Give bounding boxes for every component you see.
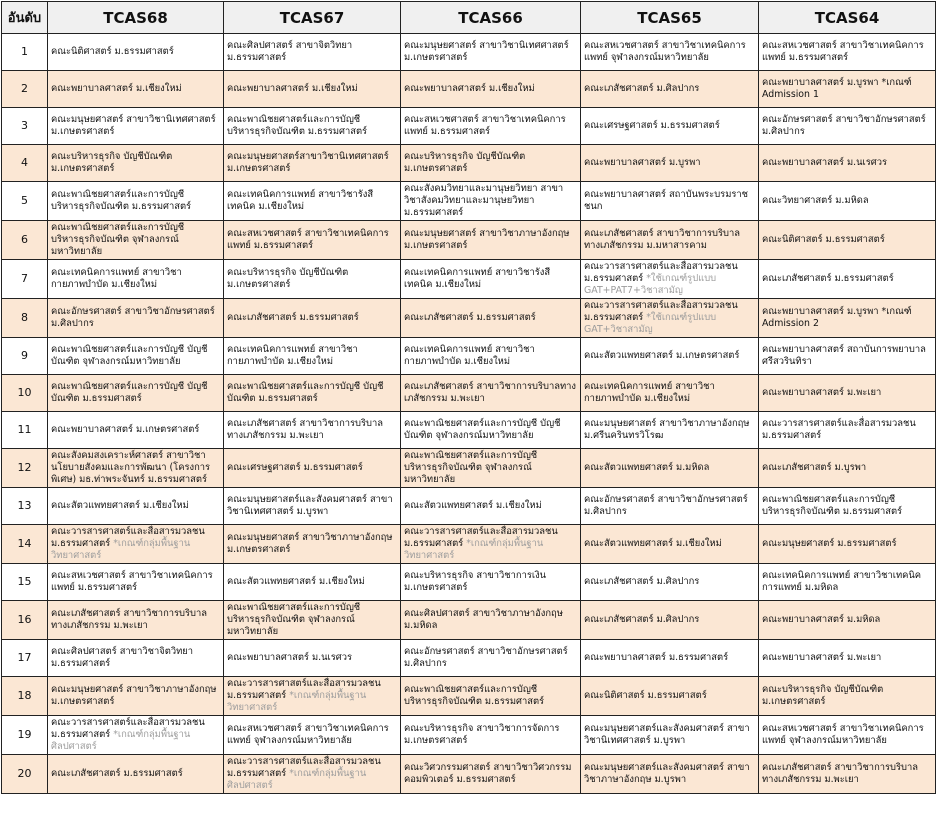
cell-tcas64 [759,755,936,794]
program-name: คณะมนุษยศาสตร์ สาขาวิชาภาษาอังกฤษ ม.เกษตรศาสตร์ [227,532,393,555]
rank-cell: 12 [2,449,48,488]
program-name: คณะอักษรศาสตร์ สาขาวิชาอักษรศาสตร์ ม.ศิลปากร [584,494,748,517]
program-name: คณะสหเวชศาสตร์ สาขาวิชาเทคนิคการแพทย์ จุฬาลงกรณ์มหาวิทยาลัย [227,723,389,746]
cell-tcas65 [581,449,759,488]
program-name: คณะบริหารธุรกิจ บัญชีบัณฑิต ม.เกษตรศาสตร์ [227,267,349,290]
cell-tcas67 [224,488,401,525]
cell-tcas65 [581,299,759,338]
cell-tcas68 [48,601,224,640]
cell-tcas66 [401,564,581,601]
program-name: คณะเทคนิคการแพทย์ สาขาวิชากายภาพบำบัด ม.เชียงใหม่ [51,267,182,290]
program-name: คณะมนุษยศาสตร์และสังคมศาสตร์ สาขาวิชานิเทศศาสตร์ ม.บูรพา [584,723,750,746]
program-name: คณะอักษรศาสตร์ สาขาวิชาอักษรศาสตร์ ม.ศิลปากร [51,306,215,329]
rank-cell: 15 [2,564,48,601]
table-row [2,601,936,640]
cell-tcas65 [581,338,759,375]
program-name: คณะเภสัชศาสตร์ ม.ธรรมศาสตร์ [227,312,359,323]
table-row [2,221,936,260]
cell-tcas66 [401,488,581,525]
program-name: คณะพยาบาลศาสตร์ สถาบันการพยาบาลศรีสวรินทิรา [762,344,926,367]
program-name: คณะสังคมสงเคราะห์ศาสตร์ สาขาวิชานโยบายสังคมและการพัฒนา (โครงการพิเศษ) มธ.ท่าพระจันทร์ ม.ธรรมศาสตร์ [51,450,211,485]
cell-tcas65 [581,525,759,564]
criteria-note: *เกณฑ์กลุ่มพื้นฐานวิทยาศาสตร์ [404,538,544,561]
program-name: คณะพาณิชยศาสตร์และการบัญชี บริหารธุรกิจบัณฑิต ม.ธรรมศาสตร์ [404,684,545,707]
program-name: คณะอักษรศาสตร์ สาขาวิชาอักษรศาสตร์ ม.ศิลปากร [762,114,926,137]
program-name: คณะเภสัชศาสตร์ ม.ธรรมศาสตร์ [762,273,894,284]
cell-tcas67 [224,260,401,299]
cell-tcas64 [759,716,936,755]
cell-tcas67 [224,601,401,640]
cell-tcas66 [401,182,581,221]
program-name: คณะเศรษฐศาสตร์ ม.ธรรมศาสตร์ [227,462,363,473]
cell-tcas66 [401,108,581,145]
program-name: คณะเภสัชศาสตร์ ม.บูรพา [762,462,867,473]
rank-cell: 4 [2,145,48,182]
program-name: คณะพยาบาลศาสตร์ ม.บูรพา *เกณฑ์ Admission 1 [762,77,912,100]
table-row [2,71,936,108]
rank-cell: 5 [2,182,48,221]
program-name: คณะมนุษยศาสตร์และสังคมศาสตร์ สาขาวิชาภาษาอังกฤษ ม.บูรพา [584,762,750,785]
cell-tcas67 [224,449,401,488]
program-name: คณะเภสัชศาสตร์ สาขาวิชาการบริบาลทางเภสัชกรรม ม.พะเยา [404,381,577,404]
program-name: คณะพยาบาลศาสตร์ ม.เชียงใหม่ [227,83,358,94]
cell-tcas65 [581,221,759,260]
program-name: คณะสัตวแพทยศาสตร์ ม.เชียงใหม่ [51,500,189,511]
cell-tcas66 [401,525,581,564]
cell-tcas67 [224,182,401,221]
rank-cell: 13 [2,488,48,525]
program-name: คณะศิลปศาสตร์ สาขาวิชาภาษาอังกฤษ ม.มหิดล [404,608,563,631]
rank-cell: 3 [2,108,48,145]
program-name: คณะสหเวชศาสตร์ สาขาวิชาเทคนิคการแพทย์ ม.ธรรมศาสตร์ [227,228,389,251]
program-name: คณะพาณิชยศาสตร์และการบัญชี บริหารธุรกิจบัณฑิต ม.ธรรมศาสตร์ [51,189,192,212]
program-name: คณะวารสารศาสตร์และสื่อสารมวลชน ม.ธรรมศาสตร์ [227,678,381,701]
cell-tcas66 [401,299,581,338]
cell-tcas64 [759,108,936,145]
cell-tcas67 [224,640,401,677]
table-row [2,449,936,488]
program-name: คณะเภสัชศาสตร์ ม.ศิลปากร [584,614,700,625]
cell-tcas66 [401,34,581,71]
header-tcas65: TCAS65 [581,2,759,34]
criteria-note: *เกณฑ์กลุ่มพื้นฐานศิลปศาสตร์ [51,729,191,752]
rank-cell: 20 [2,755,48,794]
program-name: คณะพาณิชยศาสตร์และการบัญชี บริหารธุรกิจบัณฑิต ม.ธรรมศาสตร์ [762,494,903,517]
program-name: คณะมนุษยศาสตร์ สาขาวิชาภาษาอังกฤษ ม.เกษตรศาสตร์ [51,684,217,707]
program-name: คณะวิศวกรรมศาสตร์ สาขาวิชาวิศวกรรมคอมพิวเตอร์ ม.ธรรมศาสตร์ [404,762,572,785]
rank-cell: 18 [2,677,48,716]
program-name: คณะสัตวแพทยศาสตร์ ม.เชียงใหม่ [227,576,365,587]
program-name: คณะเทคนิคการแพทย์ สาขาวิชากายภาพบำบัด ม.เชียงใหม่ [404,344,535,367]
cell-tcas64 [759,488,936,525]
table-row [2,145,936,182]
program-name: คณะศิลปศาสตร์ สาขาวิชาจิตวิทยา ม.ธรรมศาสตร์ [51,646,194,669]
program-name: คณะพยาบาลศาสตร์ ม.นเรศวร [762,157,888,168]
program-name: คณะศิลปศาสตร์ สาขาจิตวิทยา ม.ธรรมศาสตร์ [227,40,353,63]
cell-tcas68 [48,299,224,338]
table-row [2,108,936,145]
program-name: คณะมนุษยศาสตร์ สาขาวิชาภาษาอังกฤษ ม.ศรีนครินทรวิโรฒ [584,418,750,441]
program-name: คณะสัตวแพทยศาสตร์ ม.มหิดล [584,462,710,473]
program-name: คณะพาณิชยศาสตร์และการบัญชี บัญชีบัณฑิต ม.ธรรมศาสตร์ [227,381,384,404]
cell-tcas66 [401,375,581,412]
program-name: คณะสหเวชศาสตร์ สาขาวิชาเทคนิคการแพทย์ ม.ธรรมศาสตร์ [762,40,924,63]
program-name: คณะพยาบาลศาสตร์ ม.บูรพา *เกณฑ์ Admission 2 [762,306,912,329]
table-row [2,640,936,677]
program-name: คณะมนุษยศาสตร์ สาขาวิชานิเทศศาสตร์ ม.เกษตรศาสตร์ [404,40,569,63]
program-name: คณะมนุษยศาสตร์ สาขาวิชาภาษาอังกฤษ ม.เกษตรศาสตร์ [404,228,570,251]
program-name: คณะเทคนิคการแพทย์ สาขาวิชารังสีเทคนิค ม.เชียงใหม่ [227,189,374,212]
program-name: คณะมนุษยศาสตร์และสังคมศาสตร์ สาขาวิชานิเทศศาสตร์ ม.บูรพา [227,494,393,517]
ranking-table [1,1,936,794]
cell-tcas66 [401,716,581,755]
cell-tcas65 [581,677,759,716]
cell-tcas67 [224,755,401,794]
program-name: คณะเภสัชศาสตร์ ม.ธรรมศาสตร์ [51,768,183,779]
cell-tcas68 [48,716,224,755]
cell-tcas67 [224,716,401,755]
table-row [2,412,936,449]
cell-tcas67 [224,299,401,338]
cell-tcas64 [759,182,936,221]
cell-tcas68 [48,525,224,564]
cell-tcas65 [581,412,759,449]
cell-tcas68 [48,449,224,488]
cell-tcas66 [401,145,581,182]
cell-tcas64 [759,34,936,71]
program-name: คณะมนุษยศาสตร์ ม.ธรรมศาสตร์ [762,538,897,549]
cell-tcas64 [759,677,936,716]
cell-tcas65 [581,182,759,221]
cell-tcas68 [48,108,224,145]
rank-cell: 2 [2,71,48,108]
program-name: คณะนิติศาสตร์ ม.ธรรมศาสตร์ [584,690,707,701]
cell-tcas66 [401,71,581,108]
program-name: คณะเภสัชศาสตร์ สาขาวิชาการบริบาลทางเภสัชกรรม ม.พะเยา [227,418,383,441]
cell-tcas68 [48,182,224,221]
cell-tcas65 [581,601,759,640]
program-name: คณะบริหารธุรกิจ บัญชีบัณฑิต ม.เกษตรศาสตร์ [51,151,173,174]
criteria-note: *เกณฑ์กลุ่มพื้นฐานวิทยาศาสตร์ [227,690,367,713]
cell-tcas66 [401,677,581,716]
cell-tcas65 [581,488,759,525]
table-row [2,34,936,71]
cell-tcas67 [224,145,401,182]
program-name: คณะสัตวแพทยศาสตร์ ม.เกษตรศาสตร์ [584,350,740,361]
cell-tcas65 [581,260,759,299]
program-name: คณะบริหารธุรกิจ บัญชีบัณฑิต ม.เกษตรศาสตร์ [762,684,884,707]
cell-tcas67 [224,108,401,145]
cell-tcas68 [48,260,224,299]
program-name: คณะเภสัชศาสตร์ ม.ศิลปากร [584,576,700,587]
cell-tcas66 [401,449,581,488]
rank-cell: 8 [2,299,48,338]
program-name: คณะพาณิชยศาสตร์และการบัญชี บัญชีบัณฑิต ม.ธรรมศาสตร์ [51,381,208,404]
table-row [2,260,936,299]
table-row [2,488,936,525]
cell-tcas67 [224,564,401,601]
rank-cell: 19 [2,716,48,755]
rank-cell: 10 [2,375,48,412]
rank-cell: 1 [2,34,48,71]
program-name: คณะอักษรศาสตร์ สาขาวิชาอักษรศาสตร์ ม.ศิลปากร [404,646,568,669]
program-name: คณะมนุษยศาสตร์ สาขาวิชานิเทศศาสตร์ ม.เกษตรศาสตร์ [51,114,216,137]
program-name: คณะนิติศาสตร์ ม.ธรรมศาสตร์ [51,46,174,57]
criteria-note: *เกณฑ์กลุ่มพื้นฐานวิทยาศาสตร์ [51,538,191,561]
program-name: คณะเศรษฐศาสตร์ ม.ธรรมศาสตร์ [584,120,720,131]
cell-tcas64 [759,260,936,299]
program-name: คณะเภสัชศาสตร์ ม.ศิลปากร [584,83,700,94]
header-tcas68: TCAS68 [48,2,224,34]
cell-tcas64 [759,412,936,449]
table-row [2,525,936,564]
program-name: คณะวารสารศาสตร์และสื่อสารมวลชน ม.ธรรมศาสตร์ [584,300,738,323]
program-name: คณะสหเวชศาสตร์ สาขาวิชาเทคนิคการแพทย์ จุฬาลงกรณ์มหาวิทยาลัย [762,723,924,746]
program-name: คณะพยาบาลศาสตร์ สถาบันพระบรมราชชนก [584,189,749,212]
program-name: คณะวารสารศาสตร์และสื่อสารมวลชน ม.ธรรมศาสตร์ [51,526,205,549]
cell-tcas67 [224,71,401,108]
rank-cell: 6 [2,221,48,260]
program-name: คณะนิติศาสตร์ ม.ธรรมศาสตร์ [762,234,885,245]
program-name: คณะบริหารธุรกิจ บัญชีบัณฑิต ม.เกษตรศาสตร์ [404,151,526,174]
program-name: คณะวารสารศาสตร์และสื่อสารมวลชน ม.ธรรมศาสตร์ [584,261,738,284]
cell-tcas67 [224,412,401,449]
cell-tcas66 [401,221,581,260]
header-tcas64: TCAS64 [759,2,936,34]
program-name: คณะพาณิชยศาสตร์และการบัญชี บัญชีบัณฑิต จุฬาลงกรณ์มหาวิทยาลัย [404,418,561,441]
program-name: คณะบริหารธุรกิจ สาขาวิชาการเงิน ม.เกษตรศาสตร์ [404,570,547,593]
cell-tcas64 [759,145,936,182]
criteria-note: *ใช้เกณฑ์รูปแบบ GAT+PAT7+วิชาสามัญ [584,273,717,296]
cell-tcas64 [759,525,936,564]
rank-cell: 7 [2,260,48,299]
program-name: คณะวิทยาศาสตร์ ม.มหิดล [762,195,869,206]
program-name: คณะวารสารศาสตร์และสื่อสารมวลชน ม.ธรรมศาสตร์ [404,526,558,549]
cell-tcas66 [401,755,581,794]
cell-tcas66 [401,412,581,449]
table-row [2,755,936,794]
program-name: คณะพยาบาลศาสตร์ ม.นเรศวร [227,652,353,663]
program-name: คณะสหเวชศาสตร์ สาขาวิชาเทคนิคการแพทย์ ม.ธรรมศาสตร์ [51,570,213,593]
cell-tcas64 [759,449,936,488]
cell-tcas65 [581,375,759,412]
cell-tcas68 [48,34,224,71]
rank-cell: 11 [2,412,48,449]
rank-cell: 17 [2,640,48,677]
program-name: คณะสหเวชศาสตร์ สาขาวิชาเทคนิคการแพทย์ ม.ธรรมศาสตร์ [404,114,566,137]
cell-tcas66 [401,601,581,640]
program-name: คณะวารสารศาสตร์และสื่อสารมวลชน ม.ธรรมศาสตร์ [51,717,205,740]
table-header-row [2,2,936,34]
program-name: คณะเภสัชศาสตร์ สาขาวิชาการบริบาลทางเภสัชกรรม ม.พะเยา [51,608,207,631]
cell-tcas67 [224,375,401,412]
cell-tcas68 [48,488,224,525]
program-name: คณะวารสารศาสตร์และสื่อสารมวลชน ม.ธรรมศาสตร์ [227,756,381,779]
cell-tcas67 [224,338,401,375]
cell-tcas68 [48,375,224,412]
program-name: คณะพยาบาลศาสตร์ ม.เกษตรศาสตร์ [51,424,200,435]
cell-tcas65 [581,564,759,601]
program-name: คณะพยาบาลศาสตร์ ม.เชียงใหม่ [404,83,535,94]
program-name: คณะพยาบาลศาสตร์ ม.ธรรมศาสตร์ [584,652,729,663]
cell-tcas68 [48,564,224,601]
program-name: คณะพาณิชยศาสตร์และการบัญชี บัญชีบัณฑิต จุฬาลงกรณ์มหาวิทยาลัย [51,344,208,367]
cell-tcas68 [48,755,224,794]
program-name: คณะเภสัชศาสตร์ สาขาวิชาการบริบาลทางเภสัชกรรม ม.พะเยา [762,762,918,785]
program-name: คณะเภสัชศาสตร์ สาขาวิชาการบริบาลทางเภสัชกรรม ม.มหาสารคาม [584,228,740,251]
program-name: คณะพาณิชยศาสตร์และการบัญชี บริหารธุรกิจบัณฑิต จุฬาลงกรณ์มหาวิทยาลัย [51,222,185,257]
table-row [2,375,936,412]
table-row [2,564,936,601]
cell-tcas65 [581,145,759,182]
program-name: คณะเทคนิคการแพทย์ สาขาวิชากายภาพบำบัด ม.เชียงใหม่ [227,344,358,367]
program-name: คณะพยาบาลศาสตร์ ม.เชียงใหม่ [51,83,182,94]
table-row [2,338,936,375]
cell-tcas64 [759,71,936,108]
cell-tcas68 [48,221,224,260]
table-row [2,716,936,755]
cell-tcas64 [759,338,936,375]
program-name: คณะวารสารศาสตร์และสื่อสารมวลชน ม.ธรรมศาสตร์ [762,418,916,441]
criteria-note: *ใช้เกณฑ์รูปแบบ GAT+วิชาสามัญ [584,312,717,335]
program-name: คณะพยาบาลศาสตร์ ม.บูรพา [584,157,701,168]
program-name: คณะเทคนิคการแพทย์ สาขาวิชาเทคนิคการแพทย์ ม.มหิดล [762,570,922,593]
cell-tcas68 [48,338,224,375]
cell-tcas64 [759,299,936,338]
program-name: คณะบริหารธุรกิจ สาขาวิชาการจัดการ ม.เกษตรศาสตร์ [404,723,560,746]
cell-tcas64 [759,221,936,260]
cell-tcas65 [581,108,759,145]
cell-tcas68 [48,677,224,716]
program-name: คณะพาณิชยศาสตร์และการบัญชี บริหารธุรกิจบัณฑิต จุฬาลงกรณ์มหาวิทยาลัย [227,602,361,637]
program-name: คณะสัตวแพทยศาสตร์ ม.เชียงใหม่ [404,500,542,511]
header-rank: อันดับ [2,2,48,34]
program-name: คณะพาณิชยศาสตร์และการบัญชี บริหารธุรกิจบัณฑิต จุฬาลงกรณ์มหาวิทยาลัย [404,450,538,485]
cell-tcas66 [401,260,581,299]
program-name: คณะสหเวชศาสตร์ สาขาวิชาเทคนิคการแพทย์ จุฬาลงกรณ์มหาวิทยาลัย [584,40,746,63]
criteria-note: *เกณฑ์กลุ่มพื้นฐานศิลปศาสตร์ [227,768,367,791]
program-name: คณะมนุษยศาสตร์สาขาวิชานิเทศศาสตร์ ม.เกษตรศาสตร์ [227,151,389,174]
program-name: คณะสังคมวิทยาและมานุษยวิทยา สาขาวิชาสังคมวิทยาและมานุษยวิทยา ม.ธรรมศาสตร์ [404,183,564,218]
table-row [2,182,936,221]
program-name: คณะสัตวแพทยศาสตร์ ม.เชียงใหม่ [584,538,722,549]
cell-tcas67 [224,221,401,260]
cell-tcas68 [48,145,224,182]
rank-cell: 16 [2,601,48,640]
cell-tcas68 [48,412,224,449]
header-tcas67: TCAS67 [224,2,401,34]
cell-tcas67 [224,34,401,71]
program-name: คณะพยาบาลศาสตร์ ม.พะเยา [762,652,882,663]
cell-tcas64 [759,564,936,601]
cell-tcas64 [759,640,936,677]
cell-tcas65 [581,716,759,755]
cell-tcas64 [759,601,936,640]
table-row [2,299,936,338]
program-name: คณะเทคนิคการแพทย์ สาขาวิชากายภาพบำบัด ม.เชียงใหม่ [584,381,715,404]
program-name: คณะพาณิชยศาสตร์และการบัญชี บริหารธุรกิจบัณฑิต ม.ธรรมศาสตร์ [227,114,368,137]
cell-tcas65 [581,71,759,108]
program-name: คณะเทคนิคการแพทย์ สาขาวิชารังสีเทคนิค ม.เชียงใหม่ [404,267,551,290]
cell-tcas67 [224,677,401,716]
program-name: คณะพยาบาลศาสตร์ ม.พะเยา [762,387,882,398]
cell-tcas66 [401,338,581,375]
cell-tcas68 [48,71,224,108]
cell-tcas66 [401,640,581,677]
table-row [2,677,936,716]
rank-cell: 14 [2,525,48,564]
cell-tcas67 [224,525,401,564]
cell-tcas68 [48,640,224,677]
program-name: คณะพยาบาลศาสตร์ ม.มหิดล [762,614,881,625]
cell-tcas65 [581,640,759,677]
program-name: คณะเภสัชศาสตร์ ม.ธรรมศาสตร์ [404,312,536,323]
cell-tcas65 [581,755,759,794]
header-tcas66: TCAS66 [401,2,581,34]
rank-cell: 9 [2,338,48,375]
cell-tcas64 [759,375,936,412]
cell-tcas65 [581,34,759,71]
